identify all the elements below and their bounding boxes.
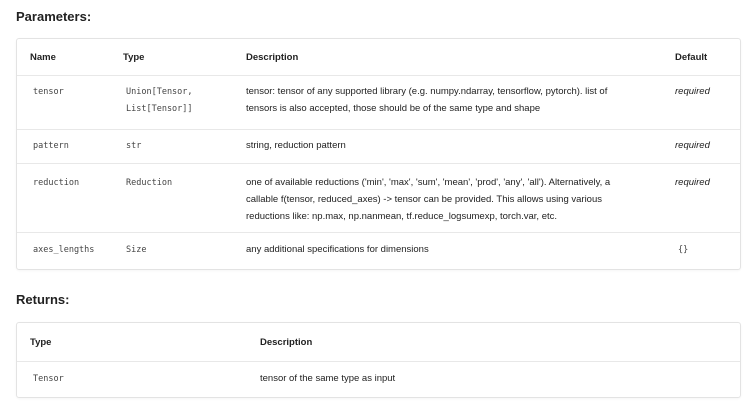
param-type-line1: Size	[126, 245, 147, 255]
param-description-line1: tensor: tensor of any supported library (e.g. numpy.ndarray, tensorflow, pytorch). list of	[246, 86, 608, 97]
header-description: Description	[260, 337, 313, 348]
table-row	[17, 75, 740, 130]
table-row	[17, 163, 740, 233]
param-type-line1: Reduction	[126, 178, 173, 188]
returns-header-row	[17, 323, 740, 362]
param-default: {}	[678, 245, 689, 255]
parameters-header-row	[17, 39, 740, 76]
param-name: axes_lengths	[33, 245, 95, 255]
param-default: required	[675, 86, 710, 97]
header-type: Type	[123, 52, 145, 63]
returns-table	[16, 322, 741, 398]
param-description-line1: any additional specifications for dimensions	[246, 244, 429, 255]
parameters-table	[16, 38, 741, 270]
table-row	[17, 129, 740, 164]
header-default: Default	[675, 52, 708, 63]
param-default: required	[675, 140, 710, 151]
param-name: reduction	[33, 178, 80, 188]
table-row	[17, 232, 740, 270]
param-type-line1: Union[Tensor,	[126, 87, 193, 97]
param-description-line2: tensors is also accepted, those should be of the same type and shape	[246, 103, 541, 114]
param-name: pattern	[33, 141, 69, 151]
header-type: Type	[30, 337, 52, 348]
table-row	[17, 361, 740, 398]
param-description-line1: one of available reductions ('min', 'max', 'sum', 'mean', 'prod', 'any', 'all'). Alternatively, a	[246, 177, 611, 188]
param-name: tensor	[33, 87, 64, 97]
param-description-line1: string, reduction pattern	[246, 140, 346, 151]
return-description: tensor of the same type as input	[260, 373, 396, 384]
return-type: Tensor	[33, 374, 64, 384]
header-description: Description	[246, 52, 299, 63]
returns-heading: Returns:	[16, 292, 70, 307]
header-name: Name	[30, 52, 56, 63]
param-description-line2: callable f(tensor, reduced_axes) -> tensor can be provided. This allows using various	[246, 194, 603, 205]
param-default: required	[675, 177, 710, 188]
parameters-heading: Parameters:	[16, 9, 92, 24]
param-type-line2: List[Tensor]]	[126, 104, 193, 114]
param-type-line1: str	[126, 141, 142, 151]
param-description-line3: reductions like: np.max, np.nanmean, tf.reduce_logsumexp, torch.var, etc.	[246, 211, 558, 222]
